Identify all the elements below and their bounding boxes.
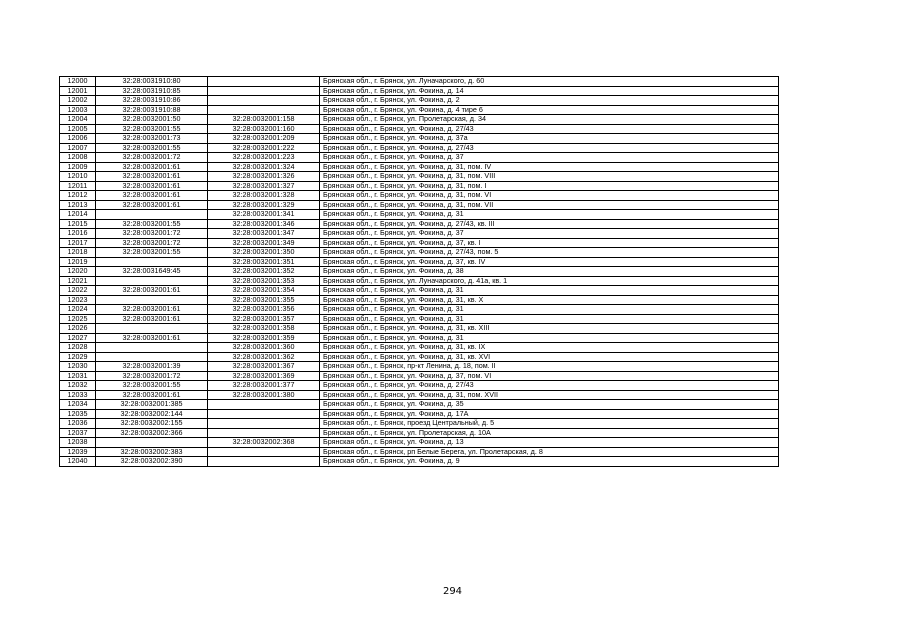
parent-cadastral-number-cell: 32:28:0032001:326 [208, 172, 320, 182]
address-cell: Брянская обл., г. Брянск, ул. Фокина, д. 31, пом. VIII [320, 172, 779, 182]
table-row [60, 419, 779, 429]
row-number-cell: 12018 [60, 248, 96, 258]
table-row [60, 162, 779, 172]
parent-cadastral-number-cell: 32:28:0032001:349 [208, 238, 320, 248]
address-cell: Брянская обл., г. Брянск, ул. Фокина, д. 27/43 [320, 124, 779, 134]
parent-cadastral-number-cell: 32:28:0032001:209 [208, 134, 320, 144]
parent-cadastral-number-cell: 32:28:0032001:353 [208, 276, 320, 286]
row-number-cell: 12020 [60, 267, 96, 277]
address-cell: Брянская обл., г. Брянск, проезд Центральный, д. 5 [320, 419, 779, 429]
address-cell: Брянская обл., г. Брянск, ул. Фокина, д. 37, пом. VI [320, 371, 779, 381]
cadastral-number-cell: 32:28:0032001:73 [96, 134, 208, 144]
parent-cadastral-number-cell: 32:28:0032001:158 [208, 115, 320, 125]
row-number-cell: 12035 [60, 409, 96, 419]
parent-cadastral-number-cell: 32:28:0032001:369 [208, 371, 320, 381]
row-number-cell: 12032 [60, 381, 96, 391]
cadastral-number-cell: 32:28:0031910:80 [96, 77, 208, 87]
parent-cadastral-number-cell: 32:28:0032001:359 [208, 333, 320, 343]
table-row [60, 257, 779, 267]
address-cell: Брянская обл., г. Брянск, ул. Фокина, д. 27/43 [320, 143, 779, 153]
address-cell: Брянская обл., г. Брянск, рп Белые Берега, ул. Пролетарская, д. 8 [320, 447, 779, 457]
row-number-cell: 12029 [60, 352, 96, 362]
address-cell: Брянская обл., г. Брянск, ул. Фокина, д. 27/43 [320, 381, 779, 391]
row-number-cell: 12000 [60, 77, 96, 87]
row-number-cell: 12028 [60, 343, 96, 353]
table-row [60, 362, 779, 372]
row-number-cell: 12005 [60, 124, 96, 134]
parent-cadastral-number-cell [208, 96, 320, 106]
table-row [60, 381, 779, 391]
address-cell: Брянская обл., г. Брянск, ул. Фокина, д. 27/43, кв. III [320, 219, 779, 229]
table-row [60, 333, 779, 343]
address-cell: Брянская обл., г. Брянск, ул. Фокина, д. 37, кв. I [320, 238, 779, 248]
table-row [60, 286, 779, 296]
parent-cadastral-number-cell: 32:28:0032001:354 [208, 286, 320, 296]
address-cell: Брянская обл., г. Брянск, ул. Фокина, д. 37а [320, 134, 779, 144]
row-number-cell: 12033 [60, 390, 96, 400]
cadastral-number-cell [96, 257, 208, 267]
row-number-cell: 12017 [60, 238, 96, 248]
row-number-cell: 12004 [60, 115, 96, 125]
address-cell: Брянская обл., г. Брянск, ул. Луначарского, д. 41а, кв. 1 [320, 276, 779, 286]
cadastral-number-cell: 32:28:0032001:55 [96, 381, 208, 391]
register-table [59, 76, 779, 467]
cadastral-number-cell [96, 210, 208, 220]
row-number-cell: 12009 [60, 162, 96, 172]
cadastral-number-cell: 32:28:0032001:61 [96, 172, 208, 182]
row-number-cell: 12010 [60, 172, 96, 182]
cadastral-number-cell [96, 295, 208, 305]
row-number-cell: 12024 [60, 305, 96, 315]
cadastral-number-cell: 32:28:0031649:45 [96, 267, 208, 277]
table-row [60, 124, 779, 134]
row-number-cell: 12027 [60, 333, 96, 343]
cadastral-number-cell: 32:28:0032001:61 [96, 314, 208, 324]
table-row [60, 86, 779, 96]
cadastral-number-cell: 32:28:0031910:86 [96, 96, 208, 106]
table-row [60, 153, 779, 163]
row-number-cell: 12011 [60, 181, 96, 191]
parent-cadastral-number-cell: 32:28:0032001:380 [208, 390, 320, 400]
table-row [60, 457, 779, 467]
cadastral-number-cell [96, 324, 208, 334]
cadastral-number-cell: 32:28:0032001:55 [96, 124, 208, 134]
address-cell: Брянская обл., г. Брянск, ул. Пролетарская, д. 34 [320, 115, 779, 125]
row-number-cell: 12025 [60, 314, 96, 324]
address-cell: Брянская обл., г. Брянск, ул. Пролетарская, д. 10А [320, 428, 779, 438]
address-cell: Брянская обл., г. Брянск, ул. Фокина, д. 4 тире 6 [320, 105, 779, 115]
parent-cadastral-number-cell: 32:28:0032001:327 [208, 181, 320, 191]
parent-cadastral-number-cell: 32:28:0032001:357 [208, 314, 320, 324]
cadastral-number-cell [96, 352, 208, 362]
address-cell: Брянская обл., г. Брянск, ул. Фокина, д. 35 [320, 400, 779, 410]
address-cell: Брянская обл., г. Брянск, ул. Фокина, д. 27/43, пом. 5 [320, 248, 779, 258]
cadastral-number-cell: 32:28:0032001:61 [96, 333, 208, 343]
table-row [60, 447, 779, 457]
cadastral-number-cell: 32:28:0032001:72 [96, 153, 208, 163]
address-cell: Брянская обл., г. Брянск, пр-кт Ленина, д. 18, пом. II [320, 362, 779, 372]
cadastral-number-cell: 32:28:0032001:55 [96, 219, 208, 229]
row-number-cell: 12023 [60, 295, 96, 305]
parent-cadastral-number-cell: 32:28:0032001:329 [208, 200, 320, 210]
parent-cadastral-number-cell: 32:28:0032001:347 [208, 229, 320, 239]
table-row [60, 371, 779, 381]
cadastral-number-cell: 32:28:0032001:61 [96, 286, 208, 296]
parent-cadastral-number-cell [208, 400, 320, 410]
parent-cadastral-number-cell: 32:28:0032001:350 [208, 248, 320, 258]
cadastral-number-cell: 32:28:0032002:366 [96, 428, 208, 438]
row-number-cell: 12022 [60, 286, 96, 296]
cadastral-number-cell: 32:28:0032002:383 [96, 447, 208, 457]
address-cell: Брянская обл., г. Брянск, ул. Фокина, д. 31 [320, 286, 779, 296]
cadastral-number-cell: 32:28:0032001:61 [96, 191, 208, 201]
table-row [60, 305, 779, 315]
table-row [60, 267, 779, 277]
address-cell: Брянская обл., г. Брянск, ул. Фокина, д. 31, пом. VI [320, 191, 779, 201]
table-row [60, 400, 779, 410]
cadastral-number-cell: 32:28:0032001:55 [96, 248, 208, 258]
table-row [60, 115, 779, 125]
table-row [60, 200, 779, 210]
parent-cadastral-number-cell: 32:28:0032001:355 [208, 295, 320, 305]
cadastral-number-cell: 32:28:0032001:61 [96, 200, 208, 210]
row-number-cell: 12021 [60, 276, 96, 286]
parent-cadastral-number-cell [208, 428, 320, 438]
address-cell: Брянская обл., г. Брянск, ул. Фокина, д. 31 [320, 210, 779, 220]
cadastral-number-cell: 32:28:0032002:155 [96, 419, 208, 429]
cadastral-number-cell: 32:28:0032002:390 [96, 457, 208, 467]
address-cell: Брянская обл., г. Брянск, ул. Фокина, д. 37 [320, 229, 779, 239]
row-number-cell: 12003 [60, 105, 96, 115]
cadastral-number-cell: 32:28:0031910:88 [96, 105, 208, 115]
register-body [60, 77, 779, 467]
row-number-cell: 12016 [60, 229, 96, 239]
parent-cadastral-number-cell [208, 447, 320, 457]
address-cell: Брянская обл., г. Брянск, ул. Фокина, д. 13 [320, 438, 779, 448]
parent-cadastral-number-cell: 32:28:0032001:324 [208, 162, 320, 172]
row-number-cell: 12015 [60, 219, 96, 229]
table-row [60, 77, 779, 87]
row-number-cell: 12001 [60, 86, 96, 96]
address-cell: Брянская обл., г. Брянск, ул. Луначарского, д. 60 [320, 77, 779, 87]
parent-cadastral-number-cell: 32:28:0032001:328 [208, 191, 320, 201]
address-cell: Брянская обл., г. Брянск, ул. Фокина, д. 31 [320, 305, 779, 315]
row-number-cell: 12034 [60, 400, 96, 410]
row-number-cell: 12039 [60, 447, 96, 457]
page-number: 294 [442, 586, 463, 597]
table-row [60, 352, 779, 362]
table-row [60, 295, 779, 305]
parent-cadastral-number-cell: 32:28:0032001:358 [208, 324, 320, 334]
address-cell: Брянская обл., г. Брянск, ул. Фокина, д. 37, кв. IV [320, 257, 779, 267]
parent-cadastral-number-cell [208, 86, 320, 96]
row-number-cell: 12006 [60, 134, 96, 144]
row-number-cell: 12030 [60, 362, 96, 372]
cadastral-number-cell: 32:28:0032001:385 [96, 400, 208, 410]
cadastral-number-cell [96, 276, 208, 286]
table-row [60, 143, 779, 153]
address-cell: Брянская обл., г. Брянск, ул. Фокина, д. 31 [320, 333, 779, 343]
table-row [60, 181, 779, 191]
table-row [60, 238, 779, 248]
table-row [60, 428, 779, 438]
row-number-cell: 12012 [60, 191, 96, 201]
parent-cadastral-number-cell: 32:28:0032001:367 [208, 362, 320, 372]
row-number-cell: 12007 [60, 143, 96, 153]
row-number-cell: 12036 [60, 419, 96, 429]
table-row [60, 409, 779, 419]
cadastral-number-cell: 32:28:0032001:39 [96, 362, 208, 372]
parent-cadastral-number-cell: 32:28:0032002:368 [208, 438, 320, 448]
table-row [60, 172, 779, 182]
parent-cadastral-number-cell: 32:28:0032001:377 [208, 381, 320, 391]
parent-cadastral-number-cell: 32:28:0032001:352 [208, 267, 320, 277]
row-number-cell: 12040 [60, 457, 96, 467]
cadastral-number-cell: 32:28:0032001:72 [96, 371, 208, 381]
row-number-cell: 12026 [60, 324, 96, 334]
address-cell: Брянская обл., г. Брянск, ул. Фокина, д. 31, кв. XVI [320, 352, 779, 362]
cadastral-number-cell: 32:28:0032001:55 [96, 143, 208, 153]
row-number-cell: 12014 [60, 210, 96, 220]
parent-cadastral-number-cell: 32:28:0032001:223 [208, 153, 320, 163]
address-cell: Брянская обл., г. Брянск, ул. Фокина, д. 31, кв. X [320, 295, 779, 305]
row-number-cell: 12002 [60, 96, 96, 106]
address-cell: Брянская обл., г. Брянск, ул. Фокина, д. 31, пом. XVII [320, 390, 779, 400]
parent-cadastral-number-cell: 32:28:0032001:351 [208, 257, 320, 267]
parent-cadastral-number-cell: 32:28:0032001:360 [208, 343, 320, 353]
table-row [60, 96, 779, 106]
cadastral-number-cell [96, 343, 208, 353]
address-cell: Брянская обл., г. Брянск, ул. Фокина, д. 38 [320, 267, 779, 277]
table-row [60, 134, 779, 144]
address-cell: Брянская обл., г. Брянск, ул. Фокина, д. 2 [320, 96, 779, 106]
parent-cadastral-number-cell: 32:28:0032001:341 [208, 210, 320, 220]
address-cell: Брянская обл., г. Брянск, ул. Фокина, д. 31, пом. I [320, 181, 779, 191]
parent-cadastral-number-cell [208, 77, 320, 87]
row-number-cell: 12019 [60, 257, 96, 267]
parent-cadastral-number-cell: 32:28:0032001:222 [208, 143, 320, 153]
parent-cadastral-number-cell: 32:28:0032001:160 [208, 124, 320, 134]
cadastral-number-cell: 32:28:0032001:50 [96, 115, 208, 125]
table-row [60, 210, 779, 220]
row-number-cell: 12031 [60, 371, 96, 381]
parent-cadastral-number-cell: 32:28:0032001:356 [208, 305, 320, 315]
table-row [60, 229, 779, 239]
table-row [60, 314, 779, 324]
parent-cadastral-number-cell [208, 409, 320, 419]
table-row [60, 390, 779, 400]
address-cell: Брянская обл., г. Брянск, ул. Фокина, д. 31, пом. IV [320, 162, 779, 172]
cadastral-number-cell: 32:28:0031910:85 [96, 86, 208, 96]
table-row [60, 438, 779, 448]
table-row [60, 105, 779, 115]
address-cell: Брянская обл., г. Брянск, ул. Фокина, д. 31, пом. VII [320, 200, 779, 210]
parent-cadastral-number-cell [208, 419, 320, 429]
cadastral-number-cell: 32:28:0032001:61 [96, 305, 208, 315]
parent-cadastral-number-cell [208, 105, 320, 115]
cadastral-number-cell: 32:28:0032001:61 [96, 162, 208, 172]
address-cell: Брянская обл., г. Брянск, ул. Фокина, д. 37 [320, 153, 779, 163]
address-cell: Брянская обл., г. Брянск, ул. Фокина, д. 9 [320, 457, 779, 467]
address-cell: Брянская обл., г. Брянск, ул. Фокина, д. 31, кв. XIII [320, 324, 779, 334]
parent-cadastral-number-cell: 32:28:0032001:346 [208, 219, 320, 229]
table-row [60, 276, 779, 286]
parent-cadastral-number-cell: 32:28:0032001:362 [208, 352, 320, 362]
address-cell: Брянская обл., г. Брянск, ул. Фокина, д. 31 [320, 314, 779, 324]
table-row [60, 248, 779, 258]
cadastral-number-cell [96, 438, 208, 448]
cadastral-number-cell: 32:28:0032001:72 [96, 229, 208, 239]
row-number-cell: 12038 [60, 438, 96, 448]
address-cell: Брянская обл., г. Брянск, ул. Фокина, д. 31, кв. IX [320, 343, 779, 353]
parent-cadastral-number-cell [208, 457, 320, 467]
row-number-cell: 12008 [60, 153, 96, 163]
address-cell: Брянская обл., г. Брянск, ул. Фокина, д. 14 [320, 86, 779, 96]
address-cell: Брянская обл., г. Брянск, ул. Фокина, д. 17А [320, 409, 779, 419]
table-row [60, 219, 779, 229]
cadastral-number-cell: 32:28:0032002:144 [96, 409, 208, 419]
table-row [60, 191, 779, 201]
table-row [60, 343, 779, 353]
cadastral-number-cell: 32:28:0032001:72 [96, 238, 208, 248]
table-row [60, 324, 779, 334]
cadastral-number-cell: 32:28:0032001:61 [96, 181, 208, 191]
cadastral-number-cell: 32:28:0032001:61 [96, 390, 208, 400]
row-number-cell: 12013 [60, 200, 96, 210]
row-number-cell: 12037 [60, 428, 96, 438]
